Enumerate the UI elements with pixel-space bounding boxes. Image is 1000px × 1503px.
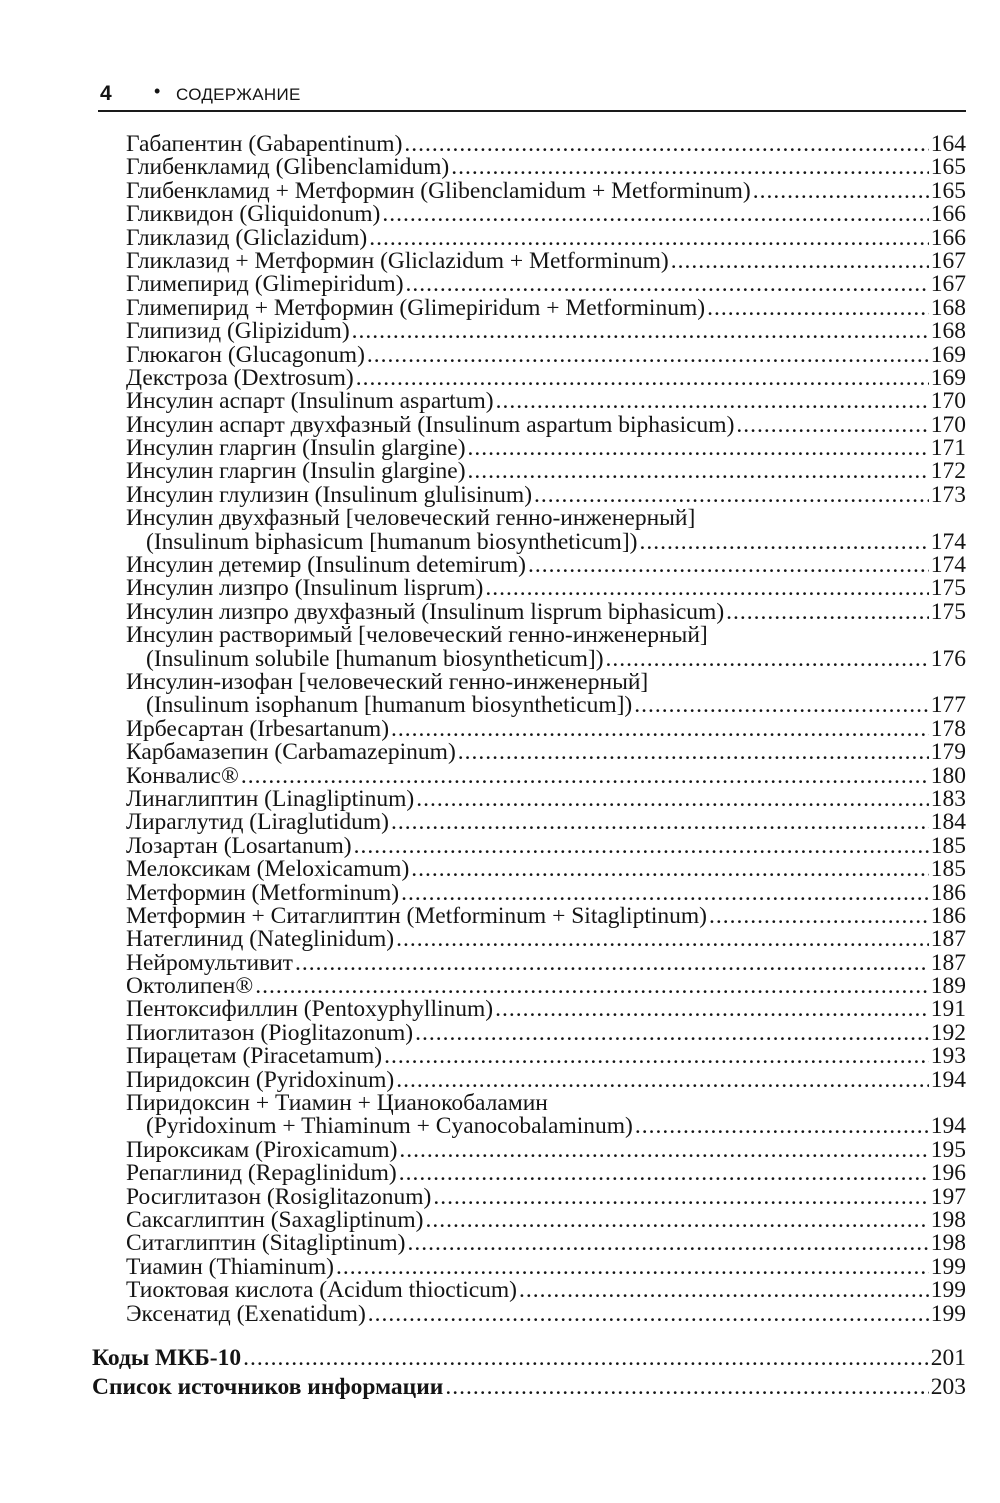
- toc-entry[interactable]: [126, 133, 966, 156]
- toc-entry[interactable]: [126, 177, 966, 204]
- toc-page: 187: [930, 926, 966, 953]
- toc-page: 194: [930, 1113, 966, 1140]
- toc-entry[interactable]: [126, 320, 966, 343]
- toc-page: 170: [930, 411, 966, 438]
- toc-entry[interactable]: [126, 1136, 966, 1163]
- toc-entry-title: Пирацетам (Piracetamum): [126, 1043, 383, 1070]
- toc-entry-title: Саксаглиптин (Saxagliptinum): [126, 1206, 424, 1233]
- toc-entry[interactable]: [126, 156, 966, 179]
- toc-section-sources[interactable]: [92, 1374, 966, 1400]
- toc-page: 196: [930, 1160, 966, 1187]
- toc-entry[interactable]: [126, 1092, 966, 1115]
- dot-leader: [404, 133, 928, 156]
- toc-page: 192: [930, 1019, 966, 1046]
- toc-entry-title: Эксенатид (Exenatidum): [126, 1300, 366, 1327]
- toc-entry[interactable]: [126, 832, 966, 859]
- dot-leader: [255, 975, 929, 998]
- toc-entry-title: Пиридоксин (Pyridoxinum): [126, 1066, 395, 1093]
- toc-entry-title: Линаглиптин (Linagliptinum): [126, 785, 415, 812]
- dot-leader: [726, 601, 929, 624]
- toc-entry[interactable]: [126, 715, 966, 742]
- toc-page: 199: [930, 1300, 966, 1327]
- toc-entry-title: Октолипен®: [126, 973, 254, 1000]
- toc-entry[interactable]: [126, 481, 966, 508]
- dot-leader: [384, 1045, 929, 1068]
- toc-entry-title: Пиоглитазон (Pioglitazonum): [126, 1019, 414, 1046]
- toc-entry-title: Метформин (Metforminum): [126, 879, 400, 906]
- toc-page: 165: [930, 154, 966, 181]
- dot-leader: [458, 741, 929, 764]
- dot-leader: [415, 1022, 929, 1045]
- toc-entry[interactable]: [126, 1019, 966, 1046]
- toc-page: 198: [930, 1230, 966, 1257]
- dot-leader: [634, 694, 928, 717]
- dot-leader: [753, 180, 929, 203]
- toc-entry[interactable]: [126, 785, 966, 812]
- dot-leader: [406, 273, 929, 296]
- dot-leader: [369, 227, 929, 250]
- dot-leader: [401, 882, 929, 905]
- toc-entry-title: Инсулин лизпро (Insulinum lisprum): [126, 575, 484, 602]
- toc-entry[interactable]: [126, 577, 966, 600]
- toc-entry-title: Карбамазепин (Carbamazepinum): [126, 739, 456, 766]
- dot-leader: [635, 1115, 929, 1138]
- toc-entry[interactable]: [126, 1183, 966, 1210]
- toc-entry-title: Инсулин детемир (Insulinum detemirum): [126, 552, 526, 579]
- toc-page: 174: [930, 528, 966, 555]
- toc-entry-title: (Pyridoxinum + Thiaminum + Cyanocobalaminum): [146, 1113, 633, 1140]
- toc-page: 177: [930, 692, 966, 719]
- toc-entry-title: Нейромультивит: [126, 949, 293, 976]
- toc-page: 167: [930, 247, 966, 274]
- toc-entry-title: Пентоксифиллин (Pentoxyphyllinum): [126, 996, 494, 1023]
- toc-entry-title: (Insulinum isophanum [humanum biosyntheticum]): [146, 692, 633, 719]
- dot-leader: [391, 718, 929, 741]
- dot-leader: [639, 531, 928, 554]
- toc-page: 191: [930, 996, 966, 1023]
- toc-entry[interactable]: [126, 858, 966, 881]
- toc-entry[interactable]: [126, 811, 966, 834]
- dot-leader: [495, 998, 929, 1021]
- toc-entry[interactable]: [126, 1206, 966, 1233]
- section-title: СОДЕРЖАНИЕ: [176, 85, 301, 104]
- toc-page: 175: [930, 598, 966, 625]
- dot-leader: [382, 203, 928, 226]
- toc-entry[interactable]: [126, 247, 966, 274]
- toc-page: 187: [930, 949, 966, 976]
- toc-entry[interactable]: [126, 949, 966, 976]
- toc-entry-title: Габапентин (Gabapentinum): [126, 131, 403, 157]
- toc-entry[interactable]: [126, 390, 966, 413]
- toc-entry[interactable]: [126, 224, 966, 251]
- toc-entry-title: Пироксикам (Piroxicamum): [126, 1136, 398, 1163]
- toc-page: 172: [930, 458, 966, 485]
- dot-leader: [485, 577, 928, 600]
- toc-entry-title: Глимепирид + Метформин (Glimepiridum + Metforminum): [126, 294, 706, 321]
- toc-entry-title: Пиридоксин + Тиамин + Цианокобаламин: [126, 1090, 548, 1117]
- toc-entry[interactable]: [126, 554, 966, 577]
- dot-leader: [391, 811, 929, 834]
- toc-entry-title: Лираглутид (Liraglutidum): [126, 809, 389, 836]
- dot-leader: [451, 156, 929, 179]
- toc-entry[interactable]: [126, 1279, 966, 1302]
- toc-entry-title: Репаглинид (Repaglinidum): [126, 1160, 397, 1187]
- toc-entry[interactable]: [126, 1162, 966, 1185]
- dot-leader: [336, 1256, 929, 1279]
- toc-entry-title: Тиамин (Thiaminum): [126, 1253, 334, 1280]
- toc-page: 180: [930, 762, 966, 789]
- bullet-icon: •: [154, 81, 161, 101]
- dot-leader: [367, 344, 929, 367]
- dot-leader: [671, 250, 929, 273]
- toc-entry[interactable]: [126, 668, 966, 695]
- page-number: 4: [100, 82, 112, 105]
- toc-entry-title: Натеглинид (Nateglinidum): [126, 926, 395, 953]
- toc-entry[interactable]: [126, 528, 966, 555]
- table-of-contents: [126, 133, 966, 1326]
- toc-page: 170: [930, 388, 966, 415]
- dot-leader: [433, 1186, 928, 1209]
- toc-page: 166: [930, 224, 966, 251]
- toc-entry-title: Инсулин аспарт двухфазный (Insulinum aspartum biphasicum): [126, 411, 735, 438]
- toc-entry-title: Мелоксикам (Meloxicamum): [126, 856, 410, 883]
- dot-leader: [468, 460, 929, 483]
- toc-entry[interactable]: [126, 928, 966, 951]
- toc-entry[interactable]: [126, 902, 966, 929]
- dot-leader: [709, 905, 929, 928]
- toc-page: 185: [930, 832, 966, 859]
- dot-leader: [399, 1162, 929, 1185]
- toc-entry[interactable]: [126, 364, 966, 391]
- toc-entry-title: Метформин + Ситаглиптин (Metforminum + Sitagliptinum): [126, 902, 707, 929]
- toc-entry-title: Глюкагон (Glucagonum): [126, 341, 365, 368]
- toc-entry-title: Глибенкламид + Метформин (Glibenclamidum + Metforminum): [126, 177, 751, 204]
- toc-page: 171: [930, 435, 966, 462]
- toc-entry-title: Гликлазид (Gliclazidum): [126, 224, 368, 251]
- toc-page: 186: [930, 902, 966, 929]
- toc-entry-title: Глибенкламид (Glibenclamidum): [126, 154, 450, 181]
- toc-page: 199: [930, 1253, 966, 1280]
- toc-entry-title: Декстроза (Dextrosum): [126, 364, 354, 391]
- dot-leader: [606, 648, 929, 671]
- toc-entry[interactable]: [126, 975, 966, 998]
- toc-page: 167: [930, 271, 966, 298]
- toc-entry-title: Инсулин глулизин (Insulinum glulisinum): [126, 481, 533, 508]
- toc-entry-title: (Insulinum biphasicum [humanum biosyntheticum]): [146, 528, 638, 555]
- toc-entry[interactable]: [126, 624, 966, 647]
- toc-page: 185: [930, 856, 966, 883]
- toc-page: 173: [930, 481, 966, 508]
- dot-leader: [407, 1232, 928, 1255]
- toc-entry-title: Инсулин гларгин (Insulin glargine): [126, 435, 466, 462]
- toc-page: 168: [930, 294, 966, 321]
- toc-entry-title: (Insulinum solubile [humanum biosyntheticum]): [146, 645, 604, 672]
- toc-page: 199: [930, 1277, 966, 1304]
- toc-page: 183: [930, 785, 966, 812]
- dot-leader: [445, 1374, 928, 1401]
- toc-section-title: Список источников информации: [92, 1374, 444, 1400]
- dot-leader: [416, 788, 928, 811]
- dot-leader: [528, 554, 929, 577]
- dot-leader: [468, 437, 929, 460]
- toc-entry[interactable]: [126, 741, 966, 764]
- toc-section-title: Коды МКБ-10: [92, 1345, 242, 1371]
- toc-page: 184: [930, 809, 966, 836]
- toc-page: 174: [930, 552, 966, 579]
- toc-entry[interactable]: [126, 1066, 966, 1093]
- toc-entry[interactable]: [126, 762, 966, 789]
- dot-leader: [243, 1345, 929, 1372]
- toc-entry-title: Тиоктовая кислота (Acidum thiocticum): [126, 1277, 518, 1304]
- dot-leader: [241, 765, 929, 788]
- toc-entry-title: Инсулин гларгин (Insulin glargine): [126, 458, 466, 485]
- toc-entry-title: Инсулин двухфазный [человеческий генно-инженерный]: [126, 505, 696, 532]
- toc-page: 169: [930, 364, 966, 391]
- toc-page: 175: [930, 575, 966, 602]
- toc-entry[interactable]: [126, 598, 966, 625]
- toc-page: 189: [930, 973, 966, 1000]
- toc-page: 186: [930, 879, 966, 906]
- toc-entry[interactable]: [126, 1232, 966, 1255]
- toc-entry-title: Росиглитазон (Rosiglitazonum): [126, 1183, 432, 1210]
- dot-leader: [736, 414, 928, 437]
- toc-page: 197: [930, 1183, 966, 1210]
- toc-page: 195: [930, 1136, 966, 1163]
- toc-page: 168: [930, 318, 966, 345]
- toc-entry[interactable]: [126, 411, 966, 438]
- toc-entry[interactable]: [126, 645, 966, 672]
- toc-entry-title: Инсулин-изофан [человеческий генно-инженерный]: [126, 668, 649, 695]
- toc-entry-title: Инсулин аспарт (Insulinum aspartum): [126, 388, 494, 415]
- toc-entry[interactable]: [126, 1253, 966, 1280]
- toc-entry[interactable]: [126, 694, 966, 717]
- toc-entry[interactable]: [126, 1300, 966, 1327]
- toc-entry-title: Инсулин лизпро двухфазный (Insulinum lisprum biphasicum): [126, 598, 725, 625]
- toc-page: 198: [930, 1206, 966, 1233]
- dot-leader: [356, 367, 929, 390]
- toc-entry-title: Лозартан (Losartanum): [126, 832, 352, 859]
- toc-page: 178: [930, 715, 966, 742]
- toc-entry[interactable]: [126, 1115, 966, 1138]
- toc-entry-title: Гликлазид + Метформин (Gliclazidum + Metforminum): [126, 247, 669, 274]
- toc-entry[interactable]: [126, 1045, 966, 1068]
- toc-entry[interactable]: [126, 507, 966, 530]
- toc-entry[interactable]: [126, 437, 966, 460]
- toc-entry-title: Глимепирид (Glimepiridum): [126, 271, 404, 298]
- toc-entry[interactable]: [126, 273, 966, 296]
- dot-leader: [354, 835, 929, 858]
- dot-leader: [411, 858, 928, 881]
- toc-entry-title: Ирбесартан (Irbesartanum): [126, 715, 390, 742]
- dot-leader: [295, 952, 929, 975]
- dot-leader: [534, 484, 929, 507]
- toc-page: 193: [930, 1043, 966, 1070]
- toc-entry[interactable]: [126, 879, 966, 906]
- toc-page: 201: [930, 1345, 966, 1371]
- dot-leader: [396, 1069, 928, 1092]
- toc-page: 176: [930, 645, 966, 672]
- toc-entry-title: Инсулин растворимый [человеческий генно-инженерный]: [126, 622, 708, 649]
- toc-page: 194: [930, 1066, 966, 1093]
- dot-leader: [496, 390, 929, 413]
- toc-entry-title: Гликвидон (Gliquidonum): [126, 201, 381, 228]
- toc-entry-title: Глипизид (Glipizidum): [126, 318, 350, 345]
- toc-page: 166: [930, 201, 966, 228]
- toc-page: 203: [930, 1374, 966, 1400]
- toc-page: 179: [930, 739, 966, 766]
- toc-entry-title: Ситаглиптин (Sitagliptinum): [126, 1230, 406, 1257]
- toc-page: 169: [930, 341, 966, 368]
- dot-leader: [425, 1209, 928, 1232]
- dot-leader: [519, 1279, 929, 1302]
- toc-entry[interactable]: [126, 294, 966, 321]
- dot-leader: [352, 320, 929, 343]
- toc-section-icd10[interactable]: [92, 1345, 966, 1371]
- toc-entry-title: Конвалис®: [126, 762, 239, 789]
- dot-leader: [368, 1303, 929, 1326]
- toc-entry[interactable]: [126, 998, 966, 1021]
- toc-entry[interactable]: [126, 341, 966, 368]
- toc-page: 165: [930, 177, 966, 204]
- toc-entry[interactable]: [126, 203, 966, 226]
- toc-entry[interactable]: [126, 460, 966, 483]
- dot-leader: [707, 297, 929, 320]
- toc-page: 164: [930, 131, 966, 157]
- dot-leader: [396, 928, 929, 951]
- dot-leader: [399, 1139, 928, 1162]
- running-header: [98, 82, 966, 112]
